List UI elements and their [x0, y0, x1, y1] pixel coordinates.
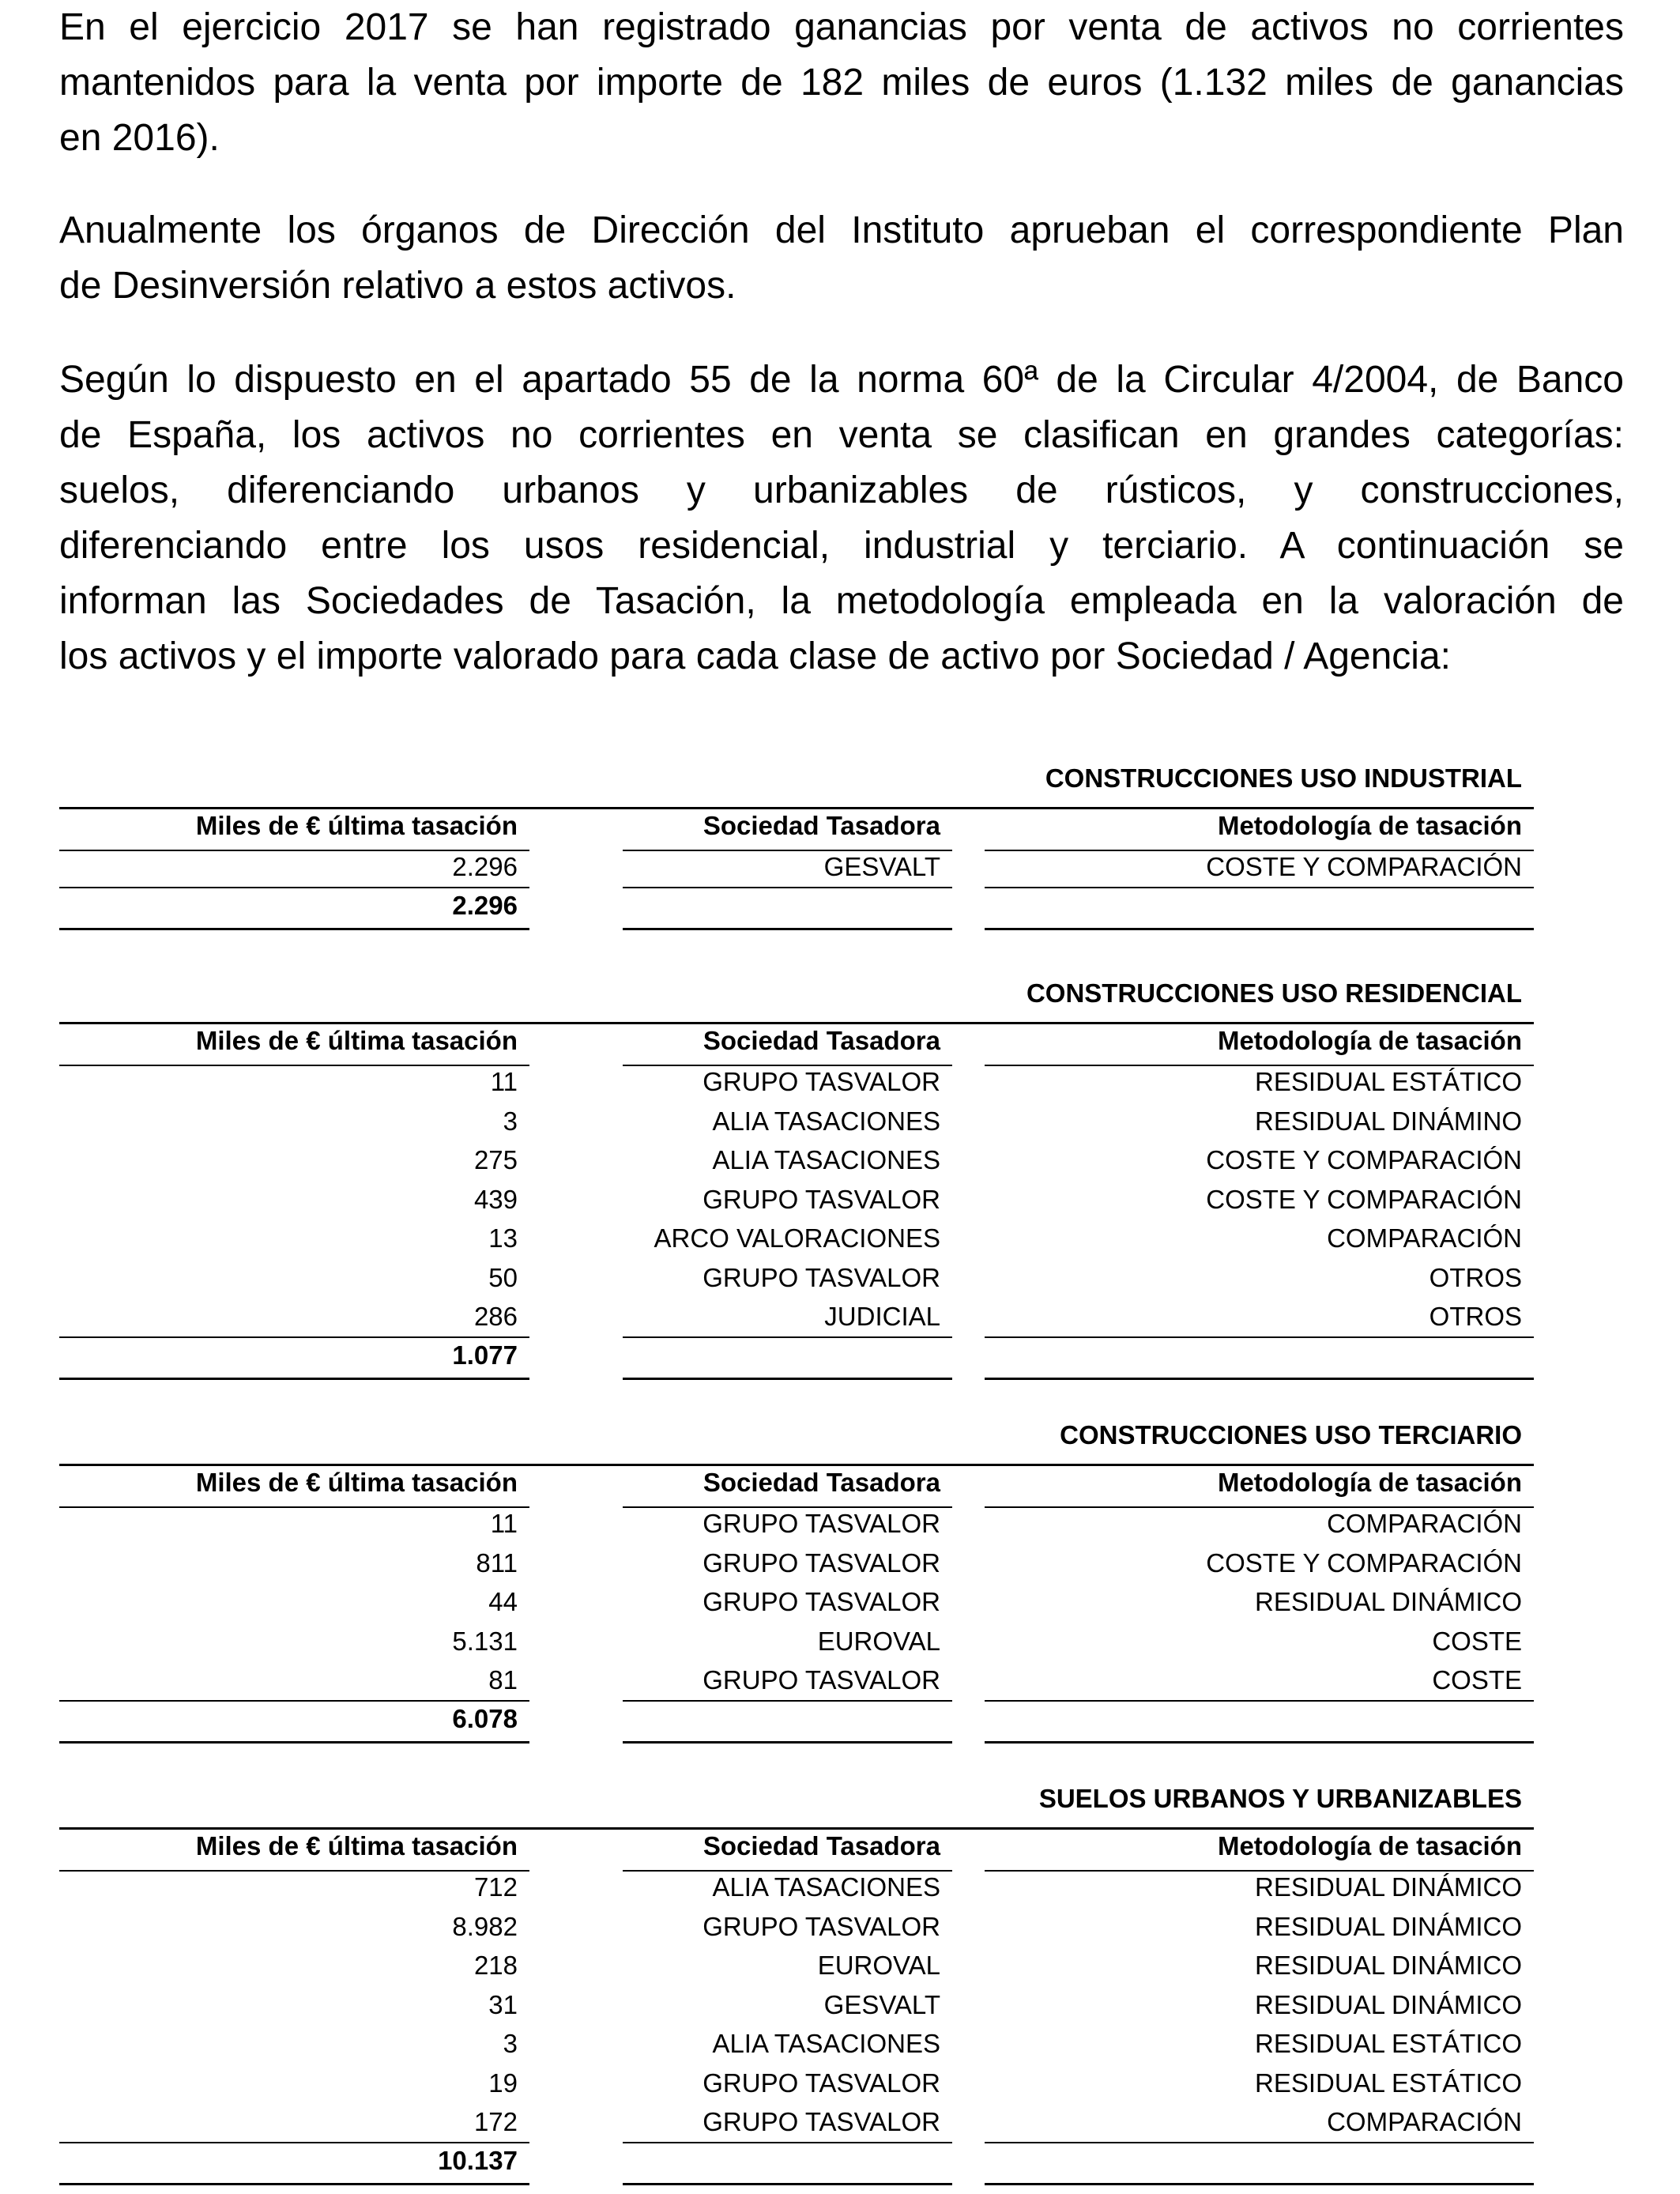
- table-cell-method: RESIDUAL DINÁMICO: [1255, 1587, 1522, 1616]
- divider: [985, 1870, 1534, 1872]
- divider: [59, 1870, 529, 1872]
- divider: [623, 887, 952, 888]
- table-cell-company: GRUPO TASVALOR: [703, 2068, 940, 2098]
- table-cell-company: GRUPO TASVALOR: [703, 1184, 940, 1214]
- table-cell-company: ALIA TASACIONES: [712, 2029, 940, 2058]
- divider: [623, 1741, 952, 1744]
- divider: [59, 1506, 529, 1508]
- divider: [623, 2183, 952, 2185]
- table-cell-company: GRUPO TASVALOR: [703, 1547, 940, 1578]
- table-cell-method: RESIDUAL ESTÁTICO: [1254, 1067, 1522, 1096]
- divider: [985, 850, 1534, 851]
- divider: [985, 1741, 1534, 1744]
- table-cell-amount: 11: [490, 1509, 518, 1538]
- divider: [623, 1506, 952, 1508]
- table-cell-amount: 8.982: [452, 1911, 518, 1941]
- table-cell-company: GRUPO TASVALOR: [703, 2107, 940, 2136]
- divider: [623, 1378, 952, 1380]
- table-cell-company: ALIA TASACIONES: [712, 1106, 940, 1136]
- column-header-amount: Miles de € última tasación: [195, 1831, 518, 1860]
- divider: [59, 2183, 529, 2185]
- divider: [59, 887, 529, 888]
- divider: [985, 928, 1534, 930]
- divider: [59, 1827, 1534, 1830]
- table-cell-amount: 19: [488, 2068, 518, 2098]
- table-cell-method: RESIDUAL ESTÁTICO: [1254, 2068, 1522, 2098]
- table-total: 10.137: [438, 2145, 518, 2175]
- divider: [59, 1336, 529, 1338]
- divider: [623, 1336, 952, 1338]
- divider: [59, 1741, 529, 1744]
- table-cell-company: GRUPO TASVALOR: [703, 1067, 940, 1096]
- table-cell-method: COSTE: [1432, 1626, 1522, 1656]
- table-cell-method: RESIDUAL DINÁMICO: [1255, 1911, 1522, 1941]
- table-cell-amount: 218: [473, 1951, 518, 1980]
- table-cell-amount: 3: [503, 1106, 518, 1136]
- table-cell-method: RESIDUAL DINÁMICO: [1255, 1872, 1522, 1902]
- column-header-amount: Miles de € última tasación: [195, 1468, 518, 1497]
- paragraph-line: informan las Sociedades de Tasación, la metodología empleada en la valoración de: [59, 580, 1624, 622]
- divider: [985, 1506, 1534, 1508]
- divider: [623, 850, 952, 851]
- column-header-method: Metodología de tasación: [1217, 811, 1522, 840]
- table-cell-amount: 3: [503, 2029, 518, 2058]
- divider: [59, 2142, 529, 2143]
- paragraph-plan-desinversion: [59, 203, 1624, 314]
- table-cell-company: EUROVAL: [817, 1626, 940, 1656]
- table-cell-method: RESIDUAL DINÁMICO: [1255, 1951, 1522, 1980]
- table-cell-method: RESIDUAL DINÁMINO: [1255, 1106, 1522, 1136]
- divider: [985, 2142, 1534, 2143]
- paragraph-line: suelos, diferenciando urbanos y urbanizables de rústicos, y construcciones,: [59, 469, 1624, 511]
- table-cell-company: GRUPO TASVALOR: [703, 1262, 940, 1292]
- divider: [985, 1700, 1534, 1702]
- table-cell-method: COSTE Y COMPARACIÓN: [1206, 1184, 1522, 1214]
- divider: [623, 2142, 952, 2143]
- paragraph-line: diferenciando entre los usos residencial, industrial y terciario. A continuación se: [59, 525, 1624, 567]
- table-cell-amount: 31: [488, 1989, 518, 2019]
- paragraph-line: los activos y el importe valorado para cada clase de activo por Sociedad / Agencia:: [59, 635, 1451, 677]
- table-cell-method: OTROS: [1429, 1262, 1522, 1292]
- table-cell-company: JUDICIAL: [824, 1302, 940, 1331]
- paragraph-line: de España, los activos no corrientes en venta se clasifican en grandes categorías:: [59, 414, 1624, 456]
- table-cell-method: COSTE Y COMPARACIÓN: [1206, 852, 1522, 881]
- column-header-company: Sociedad Tasadora: [703, 1831, 940, 1860]
- table-cell-company: EUROVAL: [817, 1951, 940, 1980]
- table-cell-company: ALIA TASACIONES: [712, 1872, 940, 1902]
- table-cell-amount: 712: [473, 1872, 518, 1902]
- table-cell-company: GESVALT: [823, 1989, 940, 2019]
- table-cell-method: COSTE Y COMPARACIÓN: [1206, 1145, 1522, 1174]
- table-title: CONSTRUCCIONES USO RESIDENCIAL: [1026, 978, 1522, 1008]
- table-cell-method: COSTE Y COMPARACIÓN: [1206, 1547, 1522, 1578]
- table-cell-method: COSTE: [1432, 1665, 1522, 1695]
- column-header-company: Sociedad Tasadora: [703, 1026, 940, 1055]
- divider: [59, 850, 529, 851]
- column-header-company: Sociedad Tasadora: [703, 811, 940, 840]
- table-cell-amount: 172: [473, 2107, 518, 2136]
- table-total: 1.077: [452, 1340, 518, 1370]
- divider: [59, 1464, 1534, 1466]
- divider: [623, 928, 952, 930]
- table-cell-amount: 811: [476, 1547, 518, 1578]
- paragraph-circular: [59, 352, 1624, 684]
- divider: [59, 928, 529, 930]
- table-cell-company: GRUPO TASVALOR: [703, 1665, 940, 1695]
- table-cell-company: GRUPO TASVALOR: [703, 1509, 940, 1538]
- table-cell-amount: 439: [473, 1184, 518, 1214]
- column-header-amount: Miles de € última tasación: [195, 1026, 518, 1055]
- table-cell-amount: 2.296: [452, 852, 518, 881]
- column-header-method: Metodología de tasación: [1217, 1468, 1522, 1497]
- table-cell-company: GESVALT: [823, 852, 940, 881]
- paragraph-line: de Desinversión relativo a estos activos.: [59, 265, 736, 307]
- table-title: SUELOS URBANOS Y URBANIZABLES: [1038, 1784, 1522, 1813]
- column-header-method: Metodología de tasación: [1217, 1026, 1522, 1055]
- divider: [985, 2183, 1534, 2185]
- divider: [985, 887, 1534, 888]
- column-header-amount: Miles de € última tasación: [195, 811, 518, 840]
- paragraph-ganancias: [59, 0, 1624, 166]
- paragraph-line: Anualmente los órganos de Dirección del Instituto aprueban el correspondiente Plan: [59, 209, 1624, 251]
- table-total: 6.078: [452, 1703, 518, 1733]
- paragraph-line: Según lo dispuesto en el apartado 55 de la norma 60ª de la Circular 4/2004, de Banco: [59, 359, 1624, 401]
- table-cell-amount: 5.131: [452, 1626, 518, 1656]
- divider: [59, 807, 1534, 809]
- table-title: CONSTRUCCIONES USO TERCIARIO: [1060, 1420, 1522, 1449]
- divider: [59, 1022, 1534, 1024]
- divider: [623, 1700, 952, 1702]
- table-cell-amount: 81: [488, 1665, 518, 1695]
- divider: [59, 1065, 529, 1066]
- paragraph-line: en 2016).: [59, 117, 220, 159]
- divider: [985, 1065, 1534, 1066]
- paragraph-line: mantenidos para la venta por importe de 182 miles de euros (1.132 miles de ganancias: [59, 62, 1624, 104]
- table-cell-company: GRUPO TASVALOR: [703, 1587, 940, 1616]
- table-cell-amount: 286: [473, 1302, 518, 1331]
- table-title: CONSTRUCCIONES USO INDUSTRIAL: [1045, 763, 1522, 793]
- column-header-company: Sociedad Tasadora: [703, 1468, 940, 1497]
- divider: [985, 1378, 1534, 1380]
- table-cell-company: ALIA TASACIONES: [712, 1145, 940, 1174]
- table-cell-amount: 11: [490, 1067, 518, 1096]
- divider: [985, 1336, 1534, 1338]
- divider: [59, 1378, 529, 1380]
- table-cell-method: COMPARACIÓN: [1327, 1223, 1522, 1253]
- divider: [623, 1065, 952, 1066]
- table-cell-amount: 275: [473, 1145, 518, 1174]
- table-cell-amount: 44: [488, 1587, 518, 1616]
- table-cell-method: OTROS: [1429, 1302, 1522, 1331]
- table-cell-method: RESIDUAL ESTÁTICO: [1254, 2029, 1522, 2058]
- table-cell-method: RESIDUAL DINÁMICO: [1255, 1989, 1522, 2019]
- column-header-method: Metodología de tasación: [1217, 1831, 1522, 1860]
- table-total: 2.296: [452, 890, 518, 920]
- divider: [623, 1870, 952, 1872]
- table-cell-company: GRUPO TASVALOR: [703, 1911, 940, 1941]
- table-cell-company: ARCO VALORACIONES: [654, 1223, 940, 1253]
- table-cell-method: COMPARACIÓN: [1327, 2107, 1522, 2136]
- paragraph-line: En el ejercicio 2017 se han registrado ganancias por venta de activos no corrientes: [59, 6, 1624, 48]
- table-cell-amount: 50: [488, 1262, 518, 1292]
- table-cell-amount: 13: [488, 1223, 518, 1253]
- table-cell-method: COMPARACIÓN: [1327, 1509, 1522, 1538]
- divider: [59, 1700, 529, 1702]
